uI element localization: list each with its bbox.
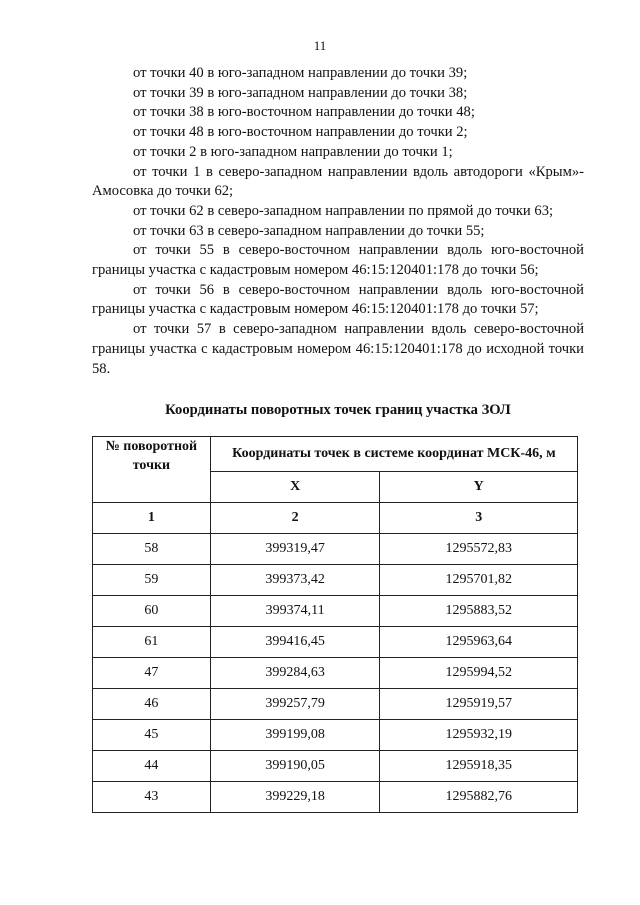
- table-row: [93, 751, 578, 782]
- cell-point-number: 61: [93, 627, 211, 658]
- table-row: [93, 565, 578, 596]
- paragraph-11: от точки 57 в северо-западном направлении вдоль северо-восточной границы участка с кадастровым номером 46:15:120401:178 до исходной точки 58.: [92, 321, 584, 377]
- paragraph-2: от точки 39 в юго-западном направлении до точки 38;: [133, 84, 468, 101]
- header-coordinates: Координаты точек в системе координат МСК-46, м: [210, 437, 577, 472]
- paragraph-3: от точки 38 в юго-восточном направлении до точки 48;: [133, 104, 475, 121]
- cell-x: 399257,79: [210, 689, 380, 720]
- table-row: [93, 596, 578, 627]
- cell-point-number: 46: [93, 689, 211, 720]
- paragraph-10: от точки 56 в северо-восточном направлении вдоль юго-восточной границы участка с кадастровым номером 46:15:120401:178 до точки 57;: [92, 281, 584, 318]
- cell-point-number: 44: [93, 751, 211, 782]
- cell-x: 399229,18: [210, 782, 380, 813]
- cell-y: 1295918,35: [380, 751, 578, 782]
- table-row: [93, 534, 578, 565]
- table-row: [93, 720, 578, 751]
- table-row: [93, 658, 578, 689]
- cell-point-number: 58: [93, 534, 211, 565]
- coordinates-table: [92, 436, 578, 813]
- cell-point-number: 60: [93, 596, 211, 627]
- paragraph-9: от точки 55 в северо-восточном направлении вдоль юго-восточной границы участка с кадастровым номером 46:15:120401:178 до точки 56;: [92, 242, 584, 279]
- column-number-1: 1: [93, 503, 211, 534]
- cell-y: 1295701,82: [380, 565, 578, 596]
- cell-y: 1295963,64: [380, 627, 578, 658]
- column-number-3: 3: [380, 503, 578, 534]
- cell-y: 1295572,83: [380, 534, 578, 565]
- table-title: Координаты поворотных точек границ участка ЗОЛ: [165, 402, 511, 418]
- paragraph-8: от точки 63 в северо-западном направлении до точки 55;: [133, 222, 485, 239]
- paragraph-5: от точки 2 в юго-западном направлении до точки 1;: [133, 143, 453, 160]
- cell-y: 1295919,57: [380, 689, 578, 720]
- cell-point-number: 45: [93, 720, 211, 751]
- table-row: [93, 689, 578, 720]
- paragraph-1: от точки 40 в юго-западном направлении до точки 39;: [133, 65, 468, 81]
- column-number-row: [93, 503, 578, 534]
- cell-x: 399373,42: [210, 565, 380, 596]
- table-header-row: [93, 437, 578, 472]
- cell-y: 1295882,76: [380, 782, 578, 813]
- cell-x: 399284,63: [210, 658, 380, 689]
- table-row: [93, 782, 578, 813]
- cell-point-number: 47: [93, 658, 211, 689]
- cell-y: 1295883,52: [380, 596, 578, 627]
- cell-point-number: 43: [93, 782, 211, 813]
- paragraph-6: от точки 1 в северо-западном направлении вдоль автодороги «Крым»-Амосовка до точки 62;: [92, 163, 584, 200]
- column-number-2: 2: [210, 503, 380, 534]
- cell-y: 1295932,19: [380, 720, 578, 751]
- cell-x: 399190,05: [210, 751, 380, 782]
- paragraph-4: от точки 48 в юго-восточном направлении до точки 2;: [133, 124, 468, 141]
- cell-y: 1295994,52: [380, 658, 578, 689]
- boundary-description: [92, 64, 584, 379]
- cell-x: 399416,45: [210, 627, 380, 658]
- header-y: Y: [380, 472, 578, 503]
- cell-x: 399374,11: [210, 596, 380, 627]
- header-x: X: [210, 472, 380, 503]
- cell-point-number: 59: [93, 565, 211, 596]
- header-point-number: № поворотной точки: [93, 437, 211, 503]
- cell-x: 399319,47: [210, 534, 380, 565]
- cell-x: 399199,08: [210, 720, 380, 751]
- paragraph-7: от точки 62 в северо-западном направлении по прямой до точки 63;: [133, 202, 554, 219]
- page-number: 11: [313, 38, 327, 53]
- table-row: [93, 627, 578, 658]
